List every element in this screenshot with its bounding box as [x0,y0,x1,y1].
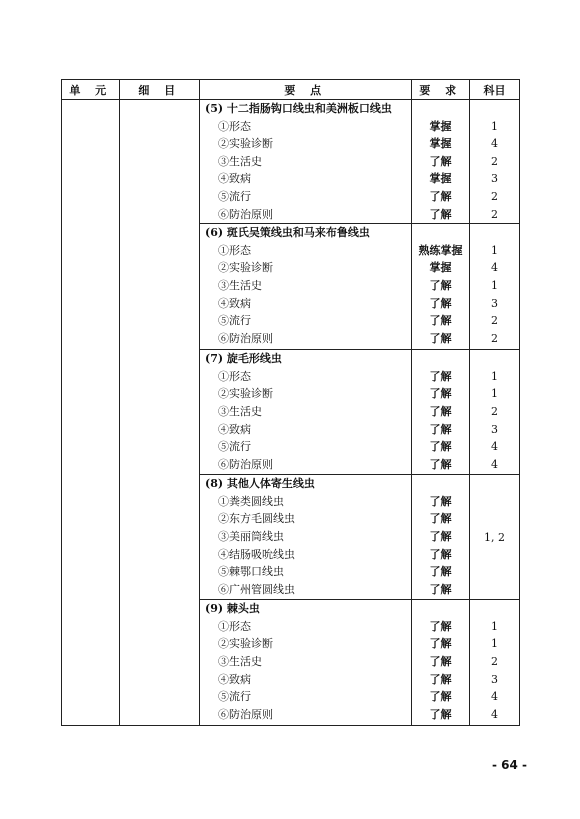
group-title: (5) 十二指肠钩口线虫和美洲板口线虫 [205,102,392,115]
point-item: ③生活史 [218,154,262,168]
point-item: ④结肠吸吮线虫 [218,547,295,561]
requirement-value: 了解 [429,672,452,686]
requirement-value: 掌握 [429,137,452,151]
requirement-value: 了解 [429,565,452,579]
header-subject: 科目 [470,80,520,100]
point-item: ③美丽筒线虫 [218,529,284,543]
subject-value: 2 [491,331,498,345]
point-item: ⑤流行 [218,189,251,203]
subject-value: 1 [491,619,498,633]
requirement-value: 掌握 [429,261,452,275]
requirement-value: 了解 [429,707,452,721]
point-item: ⑥防治原则 [218,331,273,345]
points-cell [200,475,412,600]
subject-value: 3 [491,672,498,686]
spacer [412,224,469,242]
syllabus-table [61,79,520,726]
item-cell [120,100,200,726]
subject-value: 4 [491,457,498,471]
subject-value: 4 [491,707,498,721]
requirement-value: 了解 [429,331,452,345]
point-item: ①粪类圆线虫 [218,494,284,508]
requirement-value: 了解 [429,654,452,668]
table-row [62,100,520,224]
point-item: ①形态 [218,369,251,383]
point-item: ③生活史 [218,278,262,292]
requirement-cell [412,350,470,475]
header-unit: 单 元 [62,80,120,100]
requirement-value: 了解 [429,582,452,596]
header-points: 要 点 [200,80,412,100]
requirement-cell [412,475,470,600]
point-item: ④致病 [218,422,251,436]
requirement-value: 了解 [429,314,452,328]
requirement-value: 了解 [429,637,452,651]
points-cell [200,600,412,726]
subject-cell [470,100,520,224]
subject-cell [470,224,520,350]
requirement-value: 了解 [429,512,452,526]
point-item: ⑤流行 [218,690,251,704]
requirement-value: 了解 [429,387,452,401]
points-cell [200,224,412,350]
requirement-value: 了解 [429,619,452,633]
subject-value: 4 [491,440,498,454]
point-item: ⑤流行 [218,440,251,454]
requirement-value: 掌握 [429,172,452,186]
spacer [470,600,519,618]
subject-value: 1 [491,243,498,257]
unit-cell [62,100,120,726]
requirement-value: 了解 [429,189,452,203]
subject-value: 4 [491,137,498,151]
subject-value: 3 [491,172,498,186]
requirement-value: 熟练掌握 [418,243,463,257]
subject-value: 4 [491,690,498,704]
subject-cell [470,600,520,726]
group-title: (9) 棘头虫 [205,602,260,616]
subject-value: 3 [491,296,498,310]
header-item: 细 目 [120,80,200,100]
subject-value: 2 [491,189,498,203]
requirement-cell [412,224,470,350]
point-item: ②实验诊断 [218,637,273,651]
requirement-value: 了解 [429,690,452,704]
point-item: ⑥防治原则 [218,207,273,221]
point-item: ⑥广州管圆线虫 [218,582,295,596]
point-item: ⑥防治原则 [218,457,273,471]
table-body [62,100,520,726]
subject-value: 1 [491,387,498,401]
subject-value: 2 [491,314,498,328]
subject-value: 1 [491,278,498,292]
point-item: ②东方毛圆线虫 [218,512,295,526]
point-item: ⑤棘鄂口线虫 [218,565,284,579]
requirement-value: 了解 [429,154,452,168]
spacer [470,350,519,368]
point-item: ①形态 [218,619,251,633]
point-item: ④致病 [218,672,251,686]
point-item: ②实验诊断 [218,137,273,151]
group-title: (7) 旋毛形线虫 [205,352,282,366]
spacer [412,350,469,368]
spacer [412,475,469,493]
point-item: ②实验诊断 [218,261,273,275]
point-item: ③生活史 [218,654,262,668]
subject-cell [470,475,520,600]
spacer [412,600,469,618]
requirement-value: 了解 [429,457,452,471]
page-number: - 64 - [492,758,528,772]
subject-value: 4 [491,261,498,275]
point-item: ②实验诊断 [218,387,273,401]
group-title: (6) 斑氏吴策线虫和马来布鲁线虫 [205,226,370,240]
point-item: ④致病 [218,296,251,310]
points-cell [200,100,412,224]
point-item: ①形态 [218,243,251,257]
subject-value: 2 [491,404,498,418]
spacer [470,100,519,118]
requirement-value: 了解 [429,404,452,418]
requirement-value: 掌握 [429,119,452,133]
subject-value: 2 [491,654,498,668]
requirement-cell [412,600,470,726]
group-title: (8) 其他人体寄生线虫 [205,477,315,491]
spacer [470,224,519,242]
requirement-value: 了解 [429,547,452,561]
requirement-value: 了解 [429,278,452,292]
subject-value: 2 [491,154,498,168]
subject-value: 1 [491,637,498,651]
point-item: ④致病 [218,172,251,186]
requirement-value: 了解 [429,440,452,454]
subject-value: 1, 2 [484,530,505,544]
requirement-cell [412,100,470,224]
spacer [412,100,469,118]
requirement-value: 了解 [429,422,452,436]
point-item: ⑥防治原则 [218,707,273,721]
subject-value: 1 [491,369,498,383]
points-cell [200,350,412,475]
requirement-value: 了解 [429,369,452,383]
subject-cell [470,350,520,475]
requirement-value: 了解 [429,494,452,508]
requirement-value: 了解 [429,529,452,543]
requirement-value: 了解 [429,296,452,310]
subject-value: 1 [491,119,498,133]
subject-value: 2 [491,207,498,221]
subject-value: 3 [491,422,498,436]
header-requirement: 要 求 [412,80,470,100]
table-header-row [62,80,520,100]
requirement-value: 了解 [429,207,452,221]
point-item: ⑤流行 [218,314,251,328]
point-item: ①形态 [218,119,251,133]
point-item: ③生活史 [218,404,262,418]
